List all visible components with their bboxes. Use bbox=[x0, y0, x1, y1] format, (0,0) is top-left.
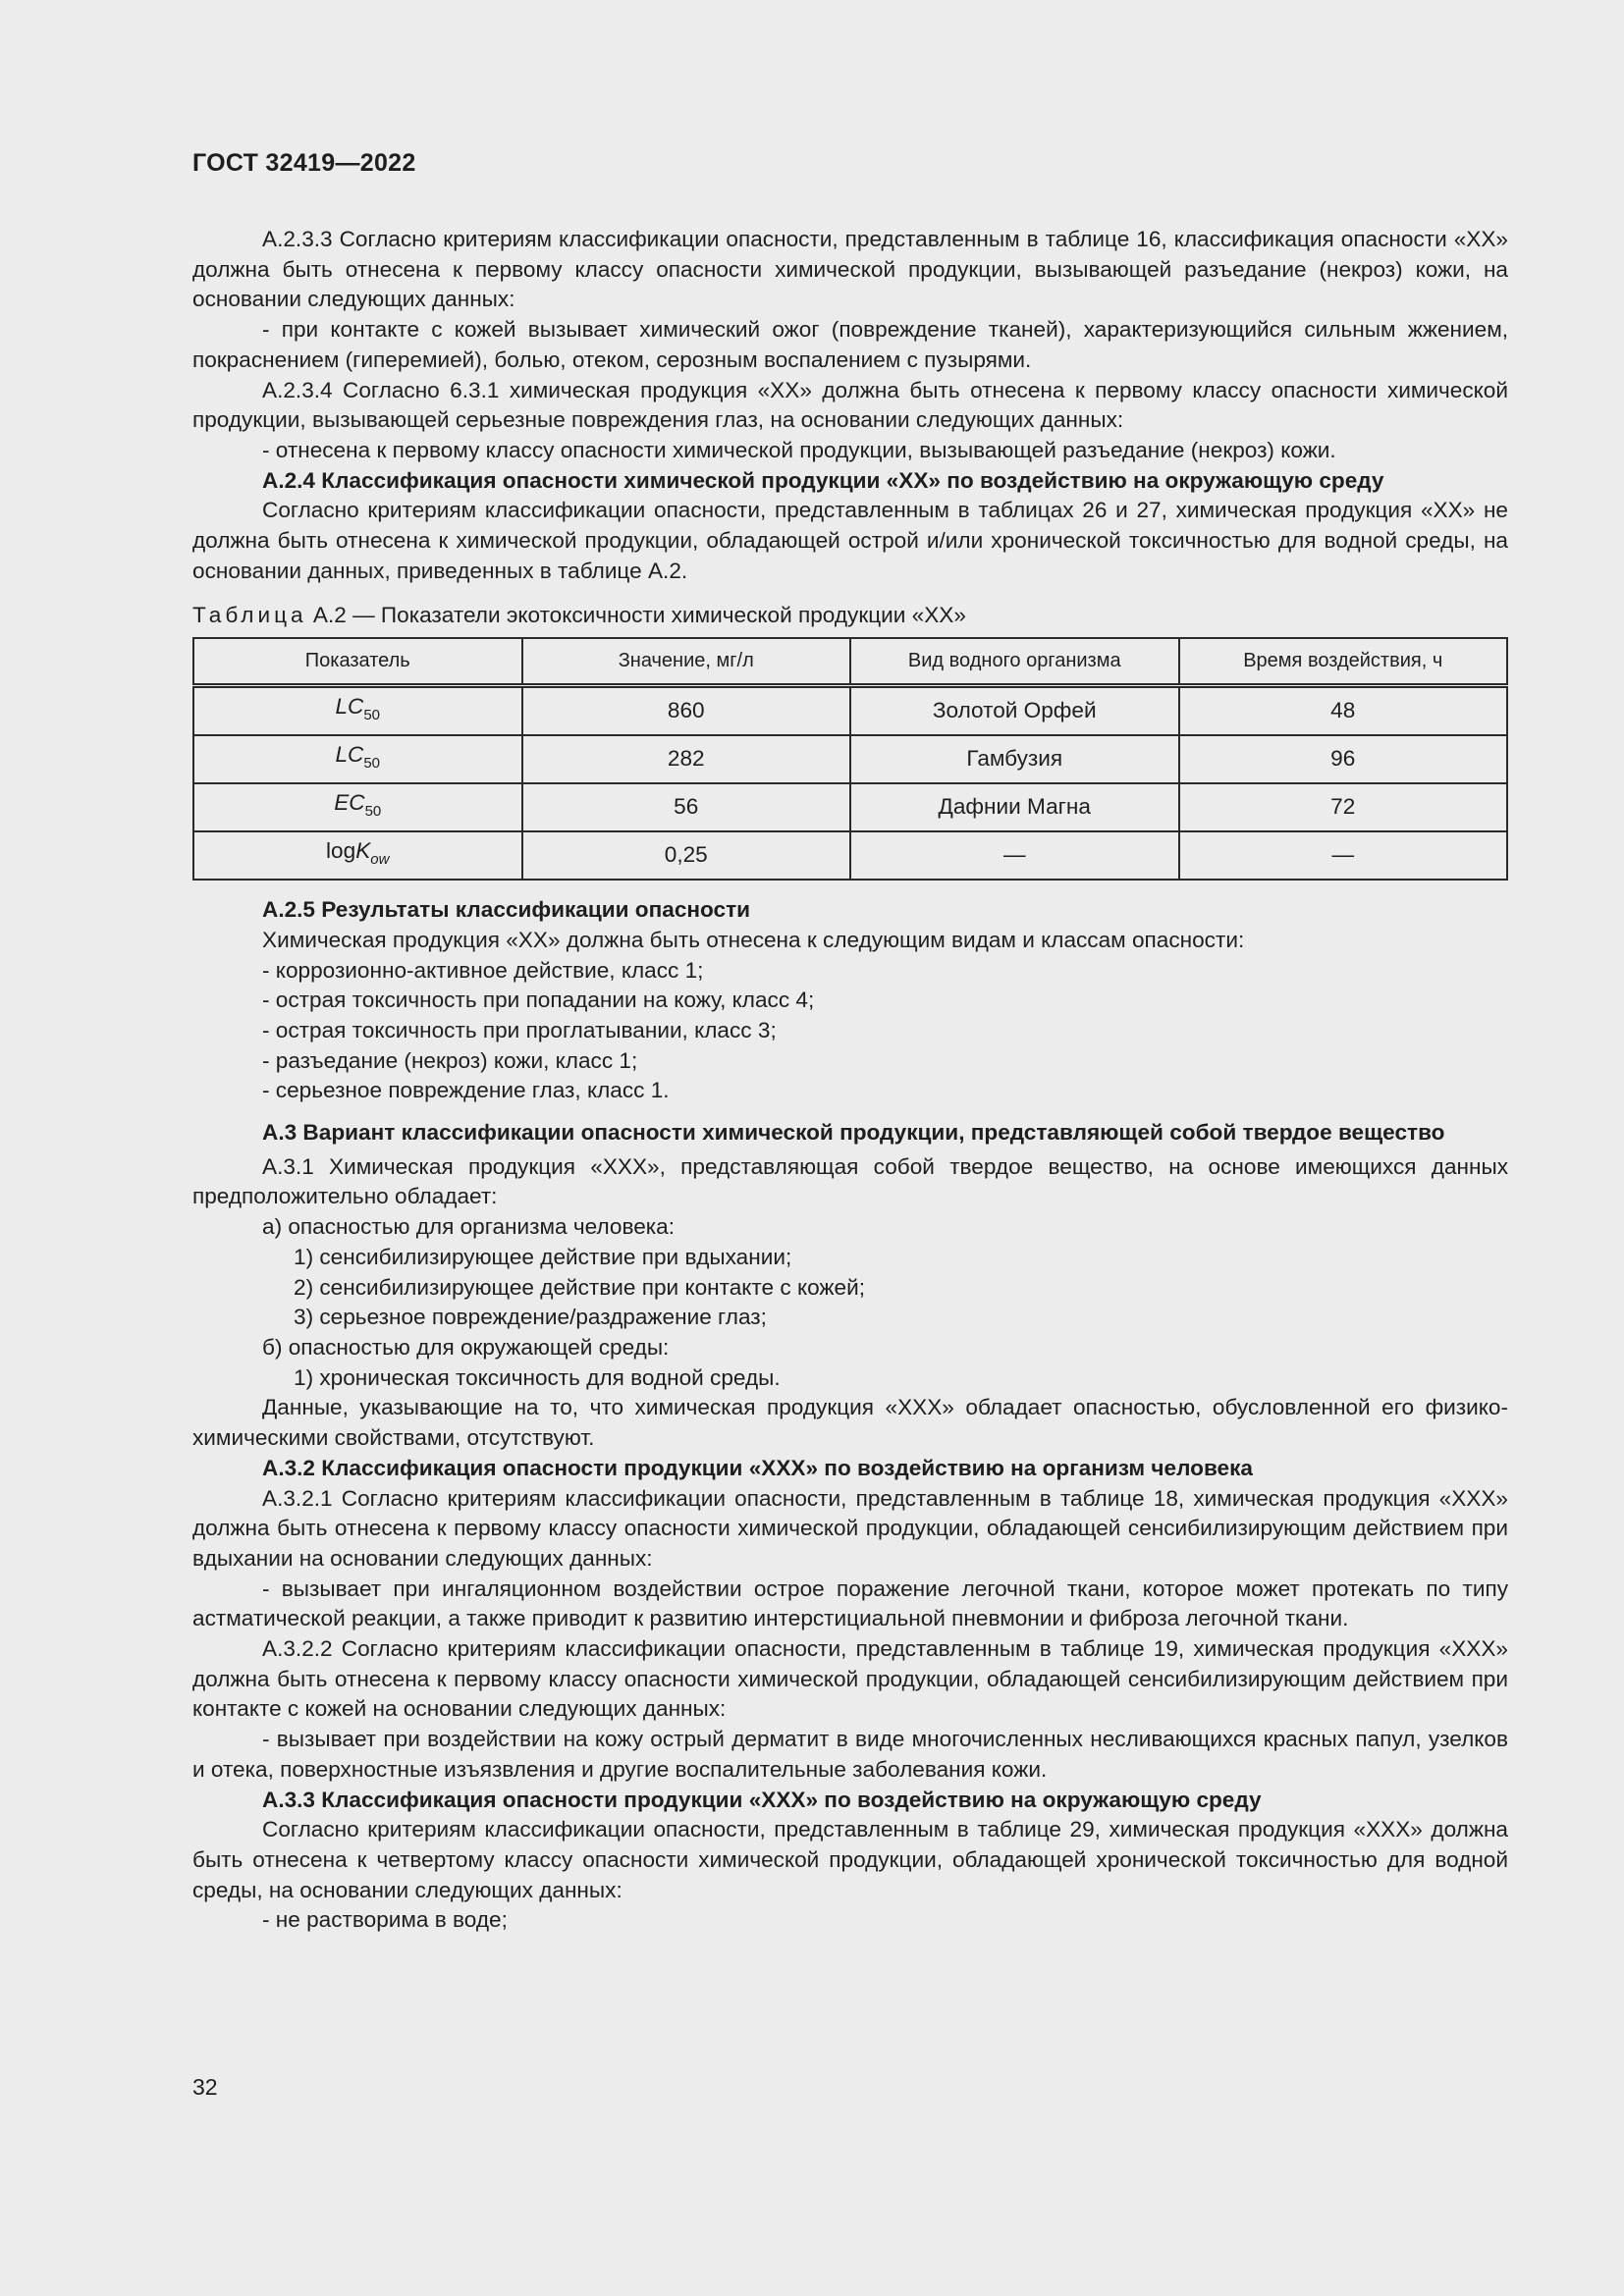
paragraph: Химическая продукция «ХХ» должна быть отнесена к следующим видам и классам опасности: bbox=[262, 927, 1245, 952]
bullet-item: - при контакте с кожей вызывает химический ожог (повреждение тканей), характеризующийся сильным жжением, покраснением (гиперемией), болью, отеком, серозным воспалением с пузырями. bbox=[192, 317, 1508, 372]
list-item: - разъедание (некроз) кожи, класс 1; bbox=[262, 1047, 638, 1073]
paragraph: А.3.2.1 Согласно критериям классификации опасности, представленным в таблице 18, химическая продукция «ХХХ» должна быть отнесена к первому классу опасности химической продукции, обладающей сенсибилизирующим действием при вдыхании на основании следующих данных: bbox=[192, 1485, 1508, 1571]
time-cell: — bbox=[1179, 831, 1508, 880]
document-header: ГОСТ 32419—2022 bbox=[192, 149, 416, 177]
ecotoxicity-table bbox=[192, 637, 1508, 881]
table-row bbox=[193, 735, 1507, 783]
value-cell: 282 bbox=[522, 735, 851, 783]
value-cell: 0,25 bbox=[522, 831, 851, 880]
indicator-cell: logK$_{ow}$ bbox=[193, 831, 522, 880]
paragraph: А.2.3.4 Согласно 6.3.1 химическая продукция «ХХ» должна быть отнесена к первому классу опасности химической продукции, вызывающей серьезные повреждения глаз, на основании следующих данных: bbox=[192, 377, 1508, 433]
table-header-row bbox=[193, 638, 1507, 686]
indicator-cell: $LC_{50}$ bbox=[193, 686, 522, 736]
time-cell: 96 bbox=[1179, 735, 1508, 783]
list-item: - серьезное повреждение глаз, класс 1. bbox=[262, 1078, 670, 1103]
indicator-cell: $LC_{50}$ bbox=[193, 735, 522, 783]
paragraph: А.3.2.2 Согласно критериям классификации опасности, представленным в таблице 19, химическая продукция «ХХХ» должна быть отнесена к первому классу опасности химической продукции, обладающей сенсибилизирующим действием при контакте с кожей на основании следующих данных: bbox=[192, 1636, 1508, 1722]
time-cell: 72 bbox=[1179, 783, 1508, 831]
table-row bbox=[193, 783, 1507, 831]
list-item: - коррозионно-активное действие, класс 1; bbox=[262, 957, 704, 983]
table-header-cell: Значение, мг/л bbox=[522, 638, 851, 686]
bullet-item: - вызывает при ингаляционном воздействии острое поражение легочной ткани, которое может протекать по типу астматической реакции, а также приводит к развитию интерстициальной пневмонии и фиброза легочной ткани. bbox=[192, 1575, 1508, 1631]
table-caption-word: Таблица bbox=[192, 603, 307, 628]
time-cell: 48 bbox=[1179, 686, 1508, 736]
bullet-item: - отнесена к первому классу опасности химической продукции, вызывающей разъедание (некроз) кожи. bbox=[262, 437, 1336, 462]
table-caption bbox=[192, 601, 1508, 631]
table-row bbox=[193, 686, 1507, 736]
table-header-cell: Показатель bbox=[193, 638, 522, 686]
indicator-cell: $EC_{50}$ bbox=[193, 783, 522, 831]
document-body bbox=[192, 225, 1508, 1936]
list-item: 1) хроническая токсичность для водной среды. bbox=[294, 1364, 781, 1390]
list-item: - острая токсичность при попадании на кожу, класс 4; bbox=[262, 988, 815, 1013]
section-heading: А.3.2 Классификация опасности продукции «ХХХ» по воздействию на организм человека bbox=[262, 1455, 1253, 1480]
list-item: б) опасностью для окружающей среды: bbox=[262, 1334, 670, 1360]
page-number: 32 bbox=[192, 2074, 218, 2100]
paragraph: А.2.3.3 Согласно критериям классификации опасности, представленным в таблице 16, классификация опасности «ХХ» должна быть отнесена к первому классу опасности химической продукции, вызывающей разъедание (некроз) кожи, на основании следующих данных: bbox=[192, 227, 1508, 312]
organism-cell: — bbox=[850, 831, 1179, 880]
section-heading: А.3.3 Классификация опасности продукции «ХХХ» по воздействию на окружающую среду bbox=[262, 1787, 1262, 1812]
value-cell: 56 bbox=[522, 783, 851, 831]
table-row bbox=[193, 831, 1507, 880]
paragraph: Данные, указывающие на то, что химическая продукция «ХХХ» обладает опасностью, обусловленной его физико-химическими свойствами, отсутствуют. bbox=[192, 1395, 1508, 1451]
bullet-item: - вызывает при воздействии на кожу острый дерматит в виде многочисленных несливающихся красных папул, узелков и отека, поверхностные изъязвления и другие воспалительные заболевания кожи. bbox=[192, 1727, 1508, 1782]
section-heading: А.3 Вариант классификации опасности химической продукции, представляющей собой твердое вещество bbox=[262, 1120, 1445, 1146]
list-item: 1) сенсибилизирующее действие при вдыхании; bbox=[294, 1244, 792, 1269]
list-item: а) опасностью для организма человека: bbox=[262, 1214, 675, 1240]
organism-cell: Дафнии Магна bbox=[850, 783, 1179, 831]
bullet-item: - не растворима в воде; bbox=[262, 1907, 508, 1933]
table-header-cell: Вид водного организма bbox=[850, 638, 1179, 686]
section-heading: А.2.4 Классификация опасности химической продукции «ХХ» по воздействию на окружающую среду bbox=[262, 467, 1384, 493]
list-item: - острая токсичность при проглатывании, класс 3; bbox=[262, 1017, 777, 1042]
organism-cell: Золотой Орфей bbox=[850, 686, 1179, 736]
value-cell: 860 bbox=[522, 686, 851, 736]
paragraph: Согласно критериям классификации опасности, представленным в таблице 29, химическая продукция «ХХХ» должна быть отнесена к четвертому классу опасности химической продукции, обладающей хронической токсичностью для водной среды, на основании следующих данных: bbox=[192, 1817, 1508, 1902]
table-caption-text: А.2 — Показатели экотоксичности химической продукции «ХХ» bbox=[312, 603, 966, 628]
list-item: 2) сенсибилизирующее действие при контакте с кожей; bbox=[294, 1274, 865, 1300]
list-item: 3) серьезное повреждение/раздражение глаз; bbox=[294, 1305, 767, 1330]
paragraph: Согласно критериям классификации опасности, представленным в таблицах 26 и 27, химическая продукция «ХХ» не должна быть отнесена к химической продукции, обладающей острой и/или хронической токсичностью для водной среды, на основании данных, приведенных в таблице А.2. bbox=[192, 498, 1508, 583]
table-header-cell: Время воздействия, ч bbox=[1179, 638, 1508, 686]
section-heading: А.2.5 Результаты классификации опасности bbox=[262, 897, 751, 923]
organism-cell: Гамбузия bbox=[850, 735, 1179, 783]
paragraph: А.3.1 Химическая продукция «ХХХ», представляющая собой твердое вещество, на основе имеющихся данных предположительно обладает: bbox=[192, 1153, 1508, 1209]
